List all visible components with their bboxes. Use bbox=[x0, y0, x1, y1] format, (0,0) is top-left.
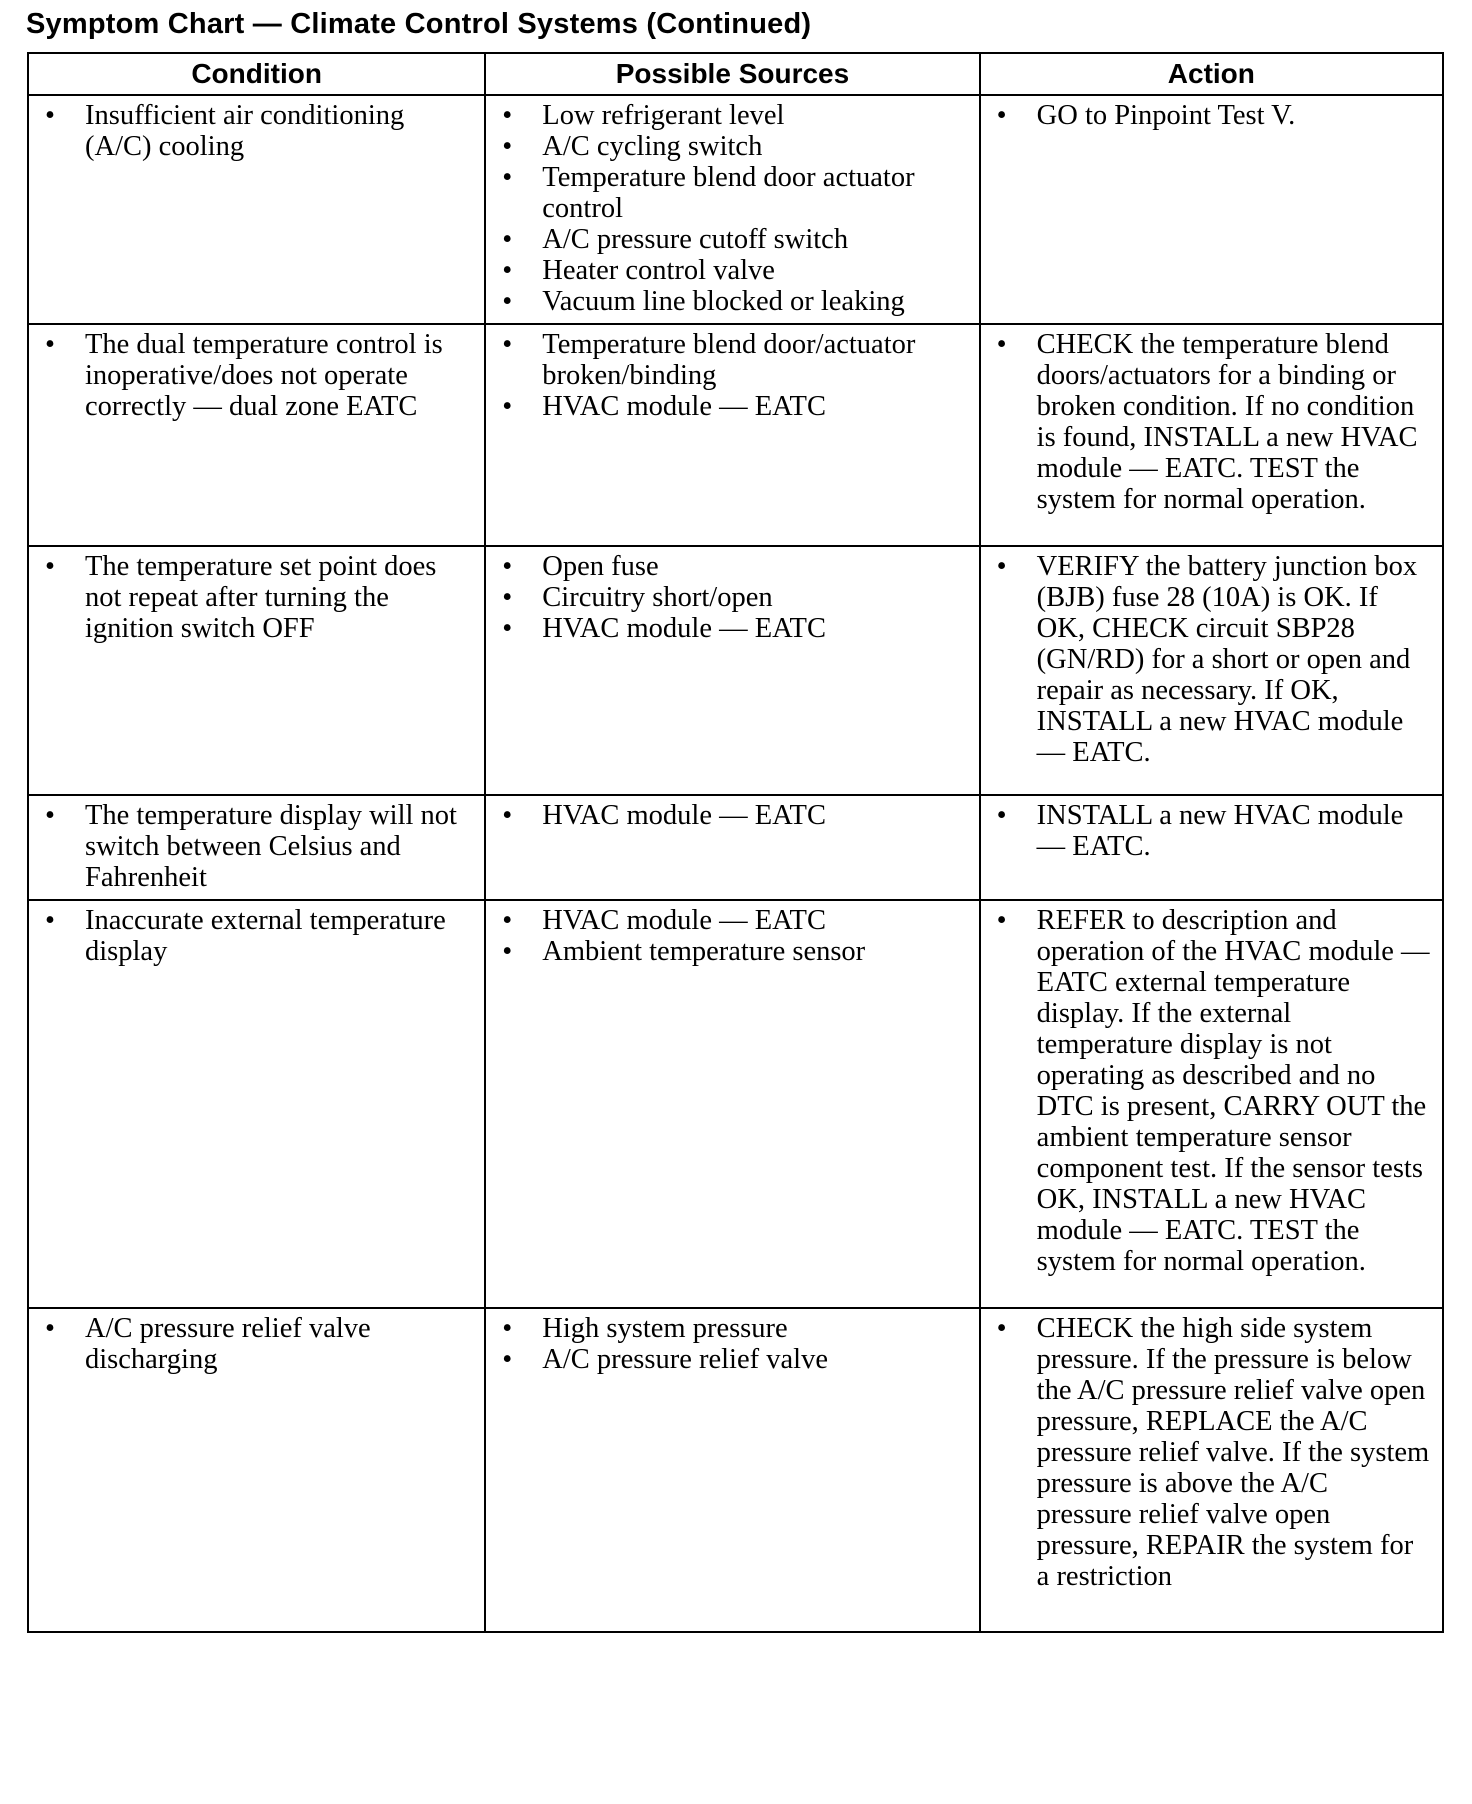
source-item: • A/C cycling switch bbox=[502, 131, 966, 162]
table-header-row bbox=[28, 53, 1443, 95]
condition-text: • The temperature set point does not repeat after turning the ignition switch OFF bbox=[45, 551, 472, 644]
source-item: • Vacuum line blocked or leaking bbox=[502, 286, 966, 317]
sources-cell bbox=[485, 795, 979, 900]
condition-cell bbox=[28, 795, 485, 900]
source-item: • HVAC module — EATC bbox=[502, 800, 966, 831]
source-item: • HVAC module — EATC bbox=[502, 391, 966, 422]
sources-cell bbox=[485, 1308, 979, 1632]
condition-cell bbox=[28, 324, 485, 546]
sources-cell bbox=[485, 900, 979, 1308]
table-row bbox=[28, 324, 1443, 546]
condition-text: • The dual temperature control is inoperative/does not operate correctly — dual zone EATC bbox=[45, 329, 472, 422]
symptom-chart-table bbox=[27, 52, 1444, 1633]
action-text: • REFER to description and operation of the HVAC module — EATC external temperature display. If the external temperature display is not operating as described and no DTC is present, CARRY OUT the ambient temperature sensor component test. If the sensor tests OK, INSTALL a new HVAC module — EATC. TEST the system for normal operation. bbox=[997, 905, 1430, 1277]
action-text: • CHECK the temperature blend doors/actuators for a binding or broken condition. If no condition is found, INSTALL a new HVAC module — EATC. TEST the system for normal operation. bbox=[997, 329, 1430, 515]
condition-text: • The temperature display will not switch between Celsius and Fahrenheit bbox=[45, 800, 472, 893]
source-item: • Ambient temperature sensor bbox=[502, 936, 966, 967]
column-header-possible-sources: Possible Sources bbox=[485, 53, 979, 95]
column-header-action: Action bbox=[980, 53, 1443, 95]
source-item: • A/C pressure cutoff switch bbox=[502, 224, 966, 255]
table-row bbox=[28, 546, 1443, 795]
sources-cell bbox=[485, 95, 979, 324]
source-item: • Temperature blend door/actuator broken/binding bbox=[502, 329, 966, 391]
action-cell bbox=[980, 795, 1443, 900]
action-text: • GO to Pinpoint Test V. bbox=[997, 100, 1430, 131]
action-cell bbox=[980, 900, 1443, 1308]
action-text: • VERIFY the battery junction box (BJB) fuse 28 (10A) is OK. If OK, CHECK circuit SBP28 (GN/RD) for a short or open and repair as necessary. If OK, INSTALL a new HVAC module — EATC. bbox=[997, 551, 1430, 768]
condition-cell bbox=[28, 95, 485, 324]
source-item: • HVAC module — EATC bbox=[502, 905, 966, 936]
source-item: • Heater control valve bbox=[502, 255, 966, 286]
action-text: • CHECK the high side system pressure. If the pressure is below the A/C pressure relief valve open pressure, REPLACE the A/C pressure relief valve. If the system pressure is above the A/C pressure relief valve open pressure, REPAIR the system for a restriction bbox=[997, 1313, 1430, 1592]
page-title: Symptom Chart — Climate Control Systems (Continued) bbox=[26, 8, 812, 40]
condition-text: • Inaccurate external temperature display bbox=[45, 905, 472, 967]
source-item: • HVAC module — EATC bbox=[502, 613, 966, 644]
condition-cell bbox=[28, 900, 485, 1308]
source-item: • A/C pressure relief valve bbox=[502, 1344, 966, 1375]
condition-cell bbox=[28, 546, 485, 795]
condition-cell bbox=[28, 1308, 485, 1632]
table-row bbox=[28, 795, 1443, 900]
condition-text: • Insufficient air conditioning (A/C) cooling bbox=[45, 100, 472, 162]
action-cell bbox=[980, 546, 1443, 795]
source-item: • Low refrigerant level bbox=[502, 100, 966, 131]
condition-text: • A/C pressure relief valve discharging bbox=[45, 1313, 472, 1375]
table-row bbox=[28, 900, 1443, 1308]
action-cell bbox=[980, 1308, 1443, 1632]
action-cell bbox=[980, 95, 1443, 324]
table-row bbox=[28, 95, 1443, 324]
sources-cell bbox=[485, 546, 979, 795]
table-row bbox=[28, 1308, 1443, 1632]
source-item: • Open fuse bbox=[502, 551, 966, 582]
action-cell bbox=[980, 324, 1443, 546]
source-item: • Circuitry short/open bbox=[502, 582, 966, 613]
column-header-condition: Condition bbox=[28, 53, 485, 95]
source-item: • Temperature blend door actuator control bbox=[502, 162, 966, 224]
source-item: • High system pressure bbox=[502, 1313, 966, 1344]
action-text: • INSTALL a new HVAC module — EATC. bbox=[997, 800, 1430, 862]
sources-cell bbox=[485, 324, 979, 546]
